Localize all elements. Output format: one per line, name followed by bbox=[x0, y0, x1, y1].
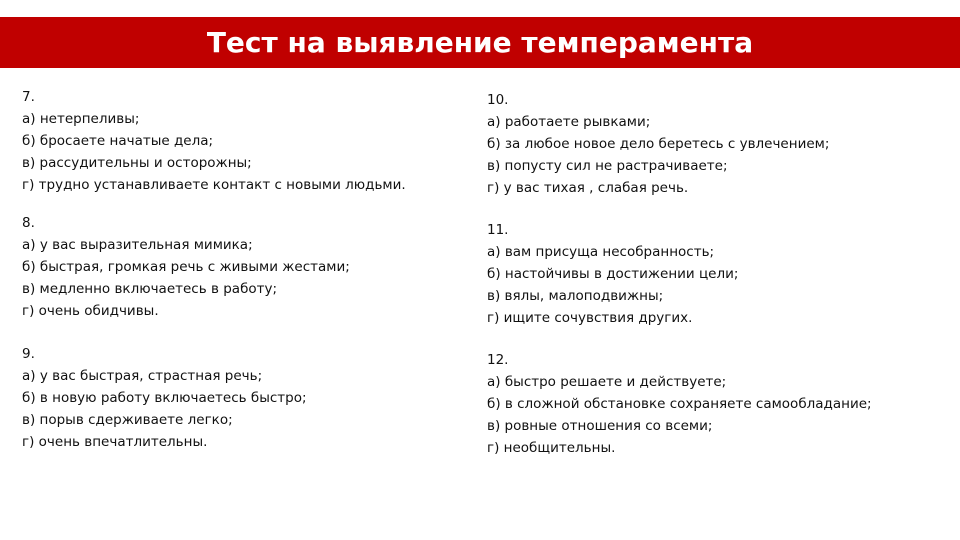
answer-option-d: г) у вас тихая , слабая речь. bbox=[487, 180, 689, 196]
answer-option-a: а) быстро решаете и действуете; bbox=[487, 374, 727, 390]
answer-option-a: а) вам присуща несобранность; bbox=[487, 244, 715, 260]
answer-option-b: б) настойчивы в достижении цели; bbox=[487, 266, 739, 282]
answer-option-c: в) ровные отношения со всеми; bbox=[487, 418, 713, 434]
question-number: 12. bbox=[487, 352, 509, 368]
title-bar bbox=[0, 17, 960, 68]
answer-option-b: б) в сложной обстановке сохраняете самообладание; bbox=[487, 396, 872, 412]
question-7 bbox=[22, 86, 406, 196]
answer-option-b: б) бросаете начатые дела; bbox=[22, 133, 214, 149]
answer-option-b: б) за любое новое дело беретесь с увлечением; bbox=[487, 136, 830, 152]
question-number: 9. bbox=[22, 346, 35, 362]
answer-option-d: г) ищите сочувствия других. bbox=[487, 310, 693, 326]
question-9 bbox=[22, 343, 307, 453]
answer-option-c: в) попусту сил не растрачиваете; bbox=[487, 158, 728, 174]
answer-option-d: г) очень впечатлительны. bbox=[22, 434, 208, 450]
question-number: 8. bbox=[22, 215, 35, 231]
question-number: 10. bbox=[487, 92, 509, 108]
answer-option-c: в) вялы, малоподвижны; bbox=[487, 288, 664, 304]
answer-option-d: г) очень обидчивы. bbox=[22, 303, 159, 319]
answer-option-b: б) быстрая, громкая речь с живыми жестами; bbox=[22, 259, 350, 275]
question-12 bbox=[487, 349, 872, 459]
question-number: 7. bbox=[22, 89, 35, 105]
answer-option-c: в) рассудительны и осторожны; bbox=[22, 155, 252, 171]
answer-option-c: в) порыв сдерживаете легко; bbox=[22, 412, 233, 428]
answer-option-a: а) у вас выразительная мимика; bbox=[22, 237, 253, 253]
answer-option-d: г) необщительны. bbox=[487, 440, 616, 456]
question-10 bbox=[487, 89, 829, 199]
question-11 bbox=[487, 219, 738, 329]
answer-option-b: б) в новую работу включаетесь быстро; bbox=[22, 390, 307, 406]
question-8 bbox=[22, 212, 350, 322]
answer-option-d: г) трудно устанавливаете контакт с новыми людьми. bbox=[22, 177, 406, 193]
answer-option-c: в) медленно включаетесь в работу; bbox=[22, 281, 278, 297]
question-number: 11. bbox=[487, 222, 509, 238]
answer-option-a: а) работаете рывками; bbox=[487, 114, 651, 130]
slide-title: Тест на выявление темперамента bbox=[206, 26, 754, 59]
answer-option-a: а) у вас быстрая, страстная речь; bbox=[22, 368, 263, 384]
answer-option-a: а) нетерпеливы; bbox=[22, 111, 140, 127]
